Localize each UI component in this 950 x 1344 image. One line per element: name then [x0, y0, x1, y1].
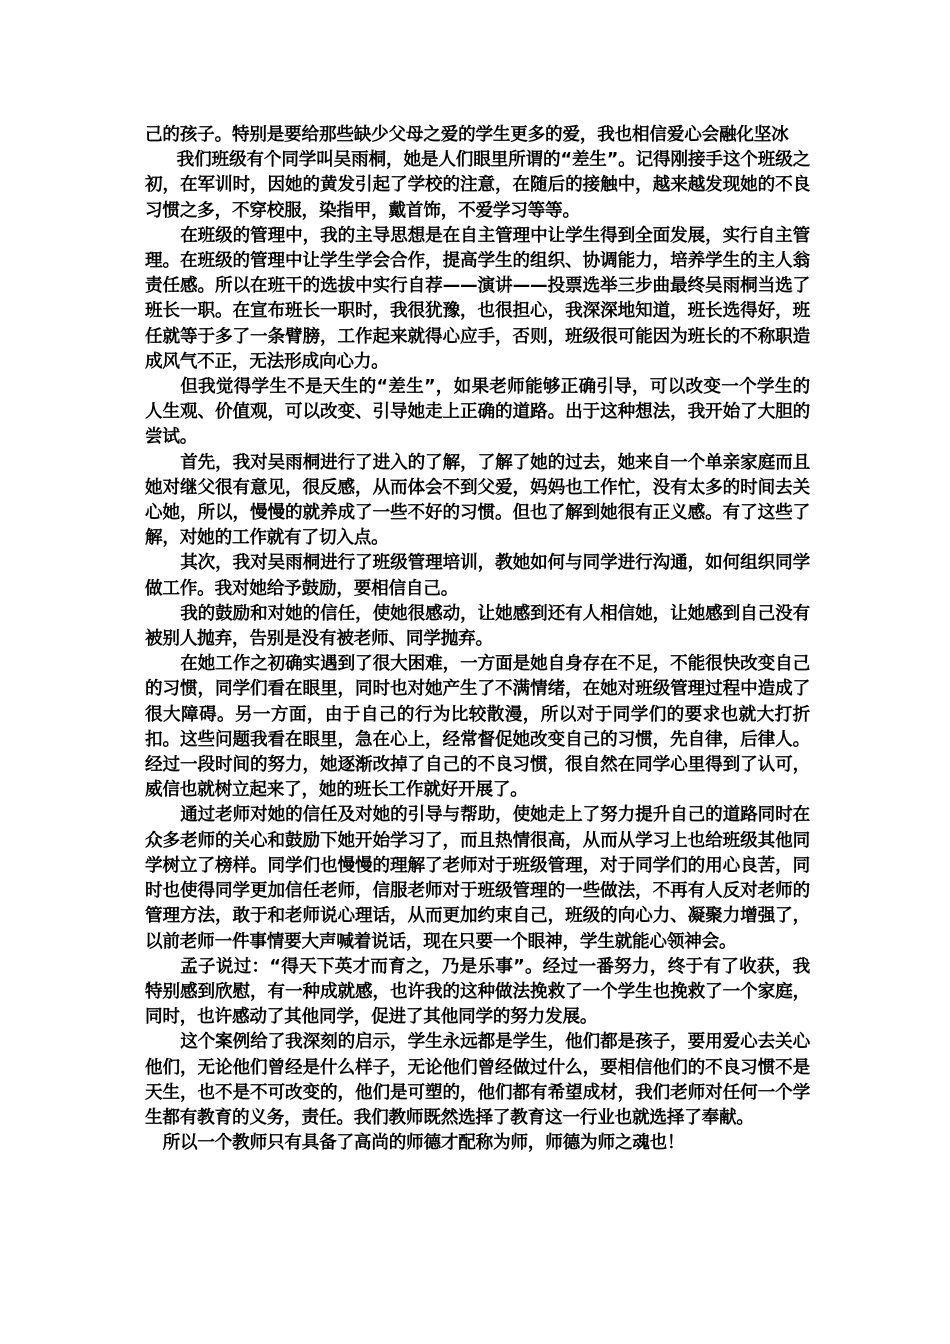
paragraph-3: 在班级的管理中，我的主导思想是在自主管理中让学生得到全面发展，实行自主管理。在班级的管理中让学生学会合作，提高学生的组织、协调能力，培养学生的主人翁责任感。所以在班干的选拔中实行自荐——演讲——投票选举三步曲最终吴雨桐当选了班长一职。在宣布班长一职时，我很犹豫，也很担心，我深深地知道，班长选得好，班任就等于多了一条臂膀，工作起来就得心应手，否则，班级很可能因为班长的不称职造成风气不正，无法形成向心力。	[145, 225, 810, 372]
paragraph-8: 在她工作之初确实遇到了很大困难，一方面是她自身存在不足，不能很快改变自己的习惯，同学们看在眼里，同时也对她产生了不满情绪，在她对班级管理过程中造成了很大障碍。另一方面，由于自己的行为比较散漫，所以对于同学们的要求也就大打折扣。这些问题我看在眼里，急在心上，经常督促她改变自己的习惯，先自律，后律人。经过一段时间的努力，她逐渐改掉了自己的不良习惯，很自然在同学心里得到了认可，威信也就树立起来了，她的班长工作就好开展了。	[145, 654, 810, 801]
paragraph-5: 首先，我对吴雨桐进行了进入的了解，了解了她的过去，她来自一个单亲家庭而且她对继父很有意见，很反感，从而体会不到父爱，妈妈也工作忙，没有太多的时间去关心她，所以，慢慢的就养成了一些不好的习惯。但也了解到她很有正义感。有了这些了解，对她的工作就有了切入点。	[145, 452, 810, 549]
paragraph-10: 孟子说过：“得天下英才而育之，乃是乐事”。经过一番努力，终于有了收获，我特别感到欣慰，有一种成就感，也许我的这种做法挽救了一个学生也挽救了一个家庭，同时，也许感动了其他同学，促进了其他同学的努力发展。	[145, 956, 810, 1028]
paragraph-7: 我的鼓励和对她的信任，使她很感动，让她感到还有人相信她，让她感到自己没有被别人抛弃，告别是没有被老师、同学抛弃。	[145, 603, 810, 650]
paragraph-12: 所以一个教师只有具备了高尚的师德才配称为师，师德为师之魂也！	[162, 1133, 685, 1154]
paragraph-4: 但我觉得学生不是天生的“差生”，如果老师能够正确引导，可以改变一个学生的人生观、价值观，可以改变、引导她走上正确的道路。出于这种想法，我开始了大胆的尝试。	[145, 377, 810, 448]
paragraph-9: 通过老师对她的信任及对她的引导与帮助，使她走上了努力提升自己的道路同时在众多老师的关心和鼓励下她开始学习了，而且热情很高，从而从学习上也给班级其他同学树立了榜样。同学们也慢慢的理解了老师对于班级管理，对于同学们的用心良苦，同时也使得同学更加信任老师，信服老师对于班级管理的一些做法，不再有人反对老师的管理方法，敢于和老师说心理话，从而更加约束自己，班级的向心力、凝聚力增强了，以前老师一件事情要大声喊着说话，现在只要一个眼神，学生就能心领神会。	[145, 805, 810, 952]
paragraph-1: 己的孩子。特别是要给那些缺少父母之爱的学生更多的爱，我也相信爱心会融化坚冰	[145, 125, 789, 145]
document-body	[145, 123, 810, 1156]
paragraph-2: 我们班级有个同学叫吴雨桐，她是人们眼里所谓的“差生”。记得刚接手这个班级之初，在军训时，因她的黄发引起了学校的注意，在随后的接触中，越来越发现她的不良习惯之多，不穿校服，染指甲，戴首饰，不爱学习等等。	[145, 150, 810, 221]
paragraph-11: 这个案例给了我深刻的启示，学生永远都是学生，他们都是孩子，要用爱心去关心他们，无论他们曾经是什么样子，无论他们曾经做过什么，要相信他们的不良习惯不是天生，也不是不可改变的，他们是可塑的，他们都有希望成材，我们老师对任何一个学生都有教育的义务，责任。我们教师既然选择了教育这一行业也就选择了奉献。	[145, 1032, 810, 1128]
paragraph-6: 其次，我对吴雨桐进行了班级管理培训，教她如何与同学进行沟通，如何组织同学做工作。我对她给予鼓励，要相信自己。	[145, 553, 810, 599]
